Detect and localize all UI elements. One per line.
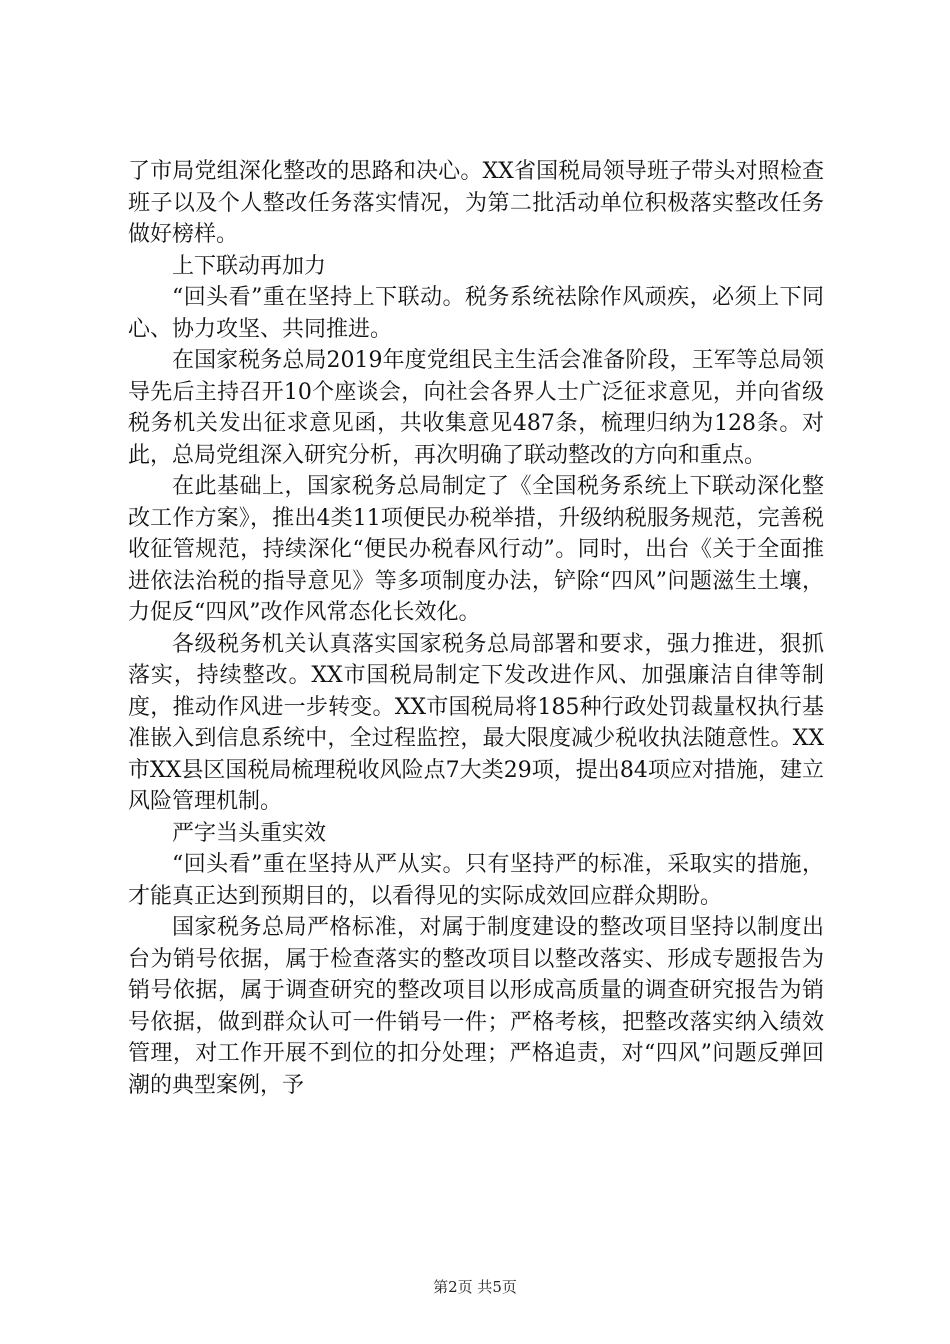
paragraph-6: “回头看”重在坚持从严从实。只有坚持严的标准，采取实的措施，才能真正达到预期目的，以看得见的实际成效回应群众期盼。 — [128, 852, 824, 909]
paragraph-7: 国家税务总局严格标准，对属于制度建设的整改项目坚持以制度出台为销号依据，属于检查落实的整改项目以整改落实、形成专题报告为销号依据，属于调查研究的整改项目以形成高质量的调查研究报告为销号依据，做到群众认可一件销号一件；严格考核，把整改落实纳入绩效管理，对工作开展不到位的扣分处理；严格追责，对“四风”问题反弹回潮的典型案例，予 — [128, 915, 824, 1098]
paragraph-4: 在此基础上，国家税务总局制定了《全国税务系统上下联动深化整改工作方案》，推出4类11项便民办税举措，升级纳税服务规范，完善税收征管规范，持续深化“便民办税春风行动”。同时，出台《关于全面推进依法治税的指导意见》等多项制度办法，铲除“四风”问题滋生土壤，力促反“四风”改作风常态化长效化。 — [128, 474, 824, 625]
section-heading-linkage: 上下联动再加力 — [172, 253, 327, 279]
paragraph-3: 在国家税务总局2019年度党组民主生活会准备阶段，王军等总局领导先后主持召开10个座谈会，向社会各界人士广泛征求意见，并向省级税务机关发出征求意见函，共收集意见487条，梳理归纳为128条。对此，总局党组深入研究分析，再次明确了联动整改的方向和重点。 — [128, 348, 824, 468]
paragraph-2: “回头看”重在坚持上下联动。税务系统祛除作风顽疾，必须上下同心、协力攻坚、共同推进。 — [128, 285, 824, 342]
paragraph-5: 各级税务机关认真落实国家税务总局部署和要求，强力推进，狠抓落实，持续整改。XX市国税局制定下发改进作风、加强廉洁自律等制度，推动作风进一步转变。XX市国税局将185种行政处罚裁量权执行基准嵌入到信息系统中，全过程监控，最大限度减少税收执法随意性。XX市XX县区国税局梳理税收风险点7大类29项，提出84项应对措施，建立风险管理机制。 — [128, 631, 824, 814]
section-heading-strict: 严字当头重实效 — [172, 820, 327, 846]
paragraph-1: 了市局党组深化整改的思路和决心。XX省国税局领导班子带头对照检查班子以及个人整改任务落实情况，为第二批活动单位积极落实整改任务做好榜样。 — [128, 159, 824, 247]
document-body — [128, 156, 824, 1101]
page-number: 第2页 共5页 — [433, 1278, 517, 1296]
page-footer — [0, 1276, 950, 1297]
